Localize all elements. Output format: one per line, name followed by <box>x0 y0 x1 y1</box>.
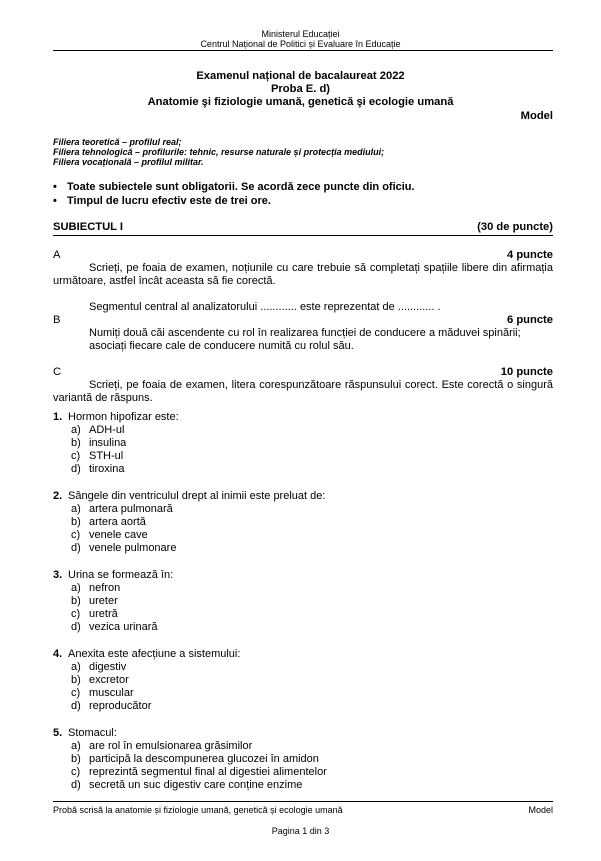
question-3: 3. Urina se formează în: <box>53 569 174 581</box>
section-b-points: 6 puncte <box>506 314 553 326</box>
section-a-statement: Segmentul central al analizatorului ............ este reprezentat de ............ . <box>89 301 441 313</box>
header-divider <box>53 50 553 51</box>
subject1-points: (30 de puncte) <box>477 221 553 233</box>
option: b) ureter <box>71 595 118 607</box>
option: a) artera pulmonară <box>71 503 173 515</box>
page-number: Pagina 1 din 3 <box>271 826 330 836</box>
footer-divider <box>53 801 553 802</box>
option: b) participă la descompunerea glucozei în amidon <box>71 753 319 765</box>
option: d) secretă un suc digestiv care conține enzime <box>71 779 303 791</box>
subject1-title: SUBIECTUL I <box>53 221 124 233</box>
bullet-icon: • <box>53 195 57 207</box>
subject-title: Anatomie şi fiziologie umană, genetică şi ecologie umană <box>147 96 454 108</box>
exam-title: Examenul național de bacalaureat 2022 <box>196 70 405 82</box>
option: d) vezica urinară <box>71 621 158 633</box>
footer-model: Model <box>528 805 553 815</box>
question-4: 4. Anexita este afecțiune a sistemului: <box>53 648 241 660</box>
rule-item: • Timpul de lucru efectiv este de trei ore. <box>53 195 271 207</box>
option: c) reprezintă segmentul final al digestiei alimentelor <box>71 766 327 778</box>
filiera-item: Filiera vocațională – profilul militar. <box>53 157 204 167</box>
option: c) uretră <box>71 608 118 620</box>
option: b) excretor <box>71 674 129 686</box>
option: c) STH-ul <box>71 450 124 462</box>
model-label: Model <box>520 110 553 122</box>
section-c-letter: C <box>53 366 62 378</box>
filiera-item: Filiera teoretică – profilul real; <box>53 137 182 147</box>
option: b) artera aortă <box>71 516 146 528</box>
option: a) ADH-ul <box>71 424 125 436</box>
center-name: Centrul Național de Politici și Evaluare în Educație <box>200 39 401 49</box>
footer-subject: Probă scrisă la anatomie și fiziologie umană, genetică și ecologie umană <box>53 805 343 815</box>
section-a-instruction: Scrieți, pe foaia de examen, noțiunile cu care trebuie să completați spațiile libere din afirmația următoare, astfel încât aceasta să fie corectă. <box>53 262 553 287</box>
subject-divider <box>53 235 553 236</box>
section-a-points: 4 puncte <box>506 249 553 261</box>
ministry-name: Ministerul Educației <box>261 29 340 39</box>
option: b) insulina <box>71 437 127 449</box>
option: d) venele pulmonare <box>71 542 177 554</box>
section-b-line: asociați fiecare cale de conducere numită cu rolul său. <box>89 340 354 352</box>
option: d) reproducător <box>71 700 152 712</box>
option: d) tiroxina <box>71 463 125 475</box>
option: c) muscular <box>71 687 134 699</box>
section-c-instruction: Scrieți, pe foaia de examen, litera corespunzătoare răspunsului corect. Este corectă o singură variantă de răspuns. <box>53 379 553 404</box>
question-1: 1. Hormon hipofizar este: <box>53 411 179 423</box>
rule-item: • Toate subiectele sunt obligatorii. Se acordă zece puncte din oficiu. <box>53 181 415 193</box>
section-b-line: Numiți două căi ascendente cu rol în realizarea funcției de conducere a măduvei spinării; <box>89 327 521 339</box>
bullet-icon: • <box>53 181 57 193</box>
option: a) nefron <box>71 582 121 594</box>
question-2: 2. Sângele din ventriculul drept al inimii este preluat de: <box>53 490 326 502</box>
section-b-letter: B <box>53 314 61 326</box>
question-5: 5. Stomacul: <box>53 727 117 739</box>
option: c) venele cave <box>71 529 148 541</box>
section-c-points: 10 puncte <box>500 366 553 378</box>
proba-title: Proba E. d) <box>270 83 331 95</box>
option: a) digestiv <box>71 661 127 673</box>
section-a-letter: A <box>53 249 61 261</box>
option: a) are rol în emulsionarea grăsimilor <box>71 740 253 752</box>
filiera-item: Filiera tehnologică – profilurile: tehnic, resurse naturale și protecția mediului; <box>53 147 385 157</box>
